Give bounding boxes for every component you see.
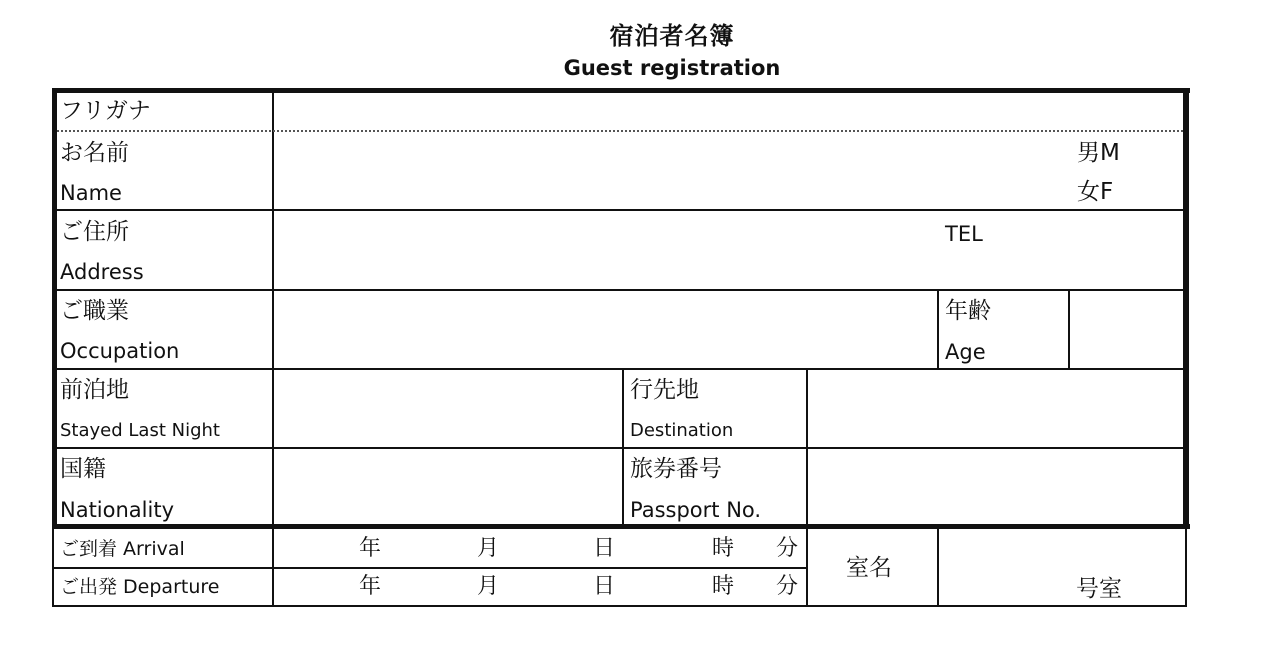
nationality-label-en: Nationality (60, 498, 175, 522)
age-field[interactable] (1071, 291, 1182, 367)
occupation-label-jp: ご職業 (60, 298, 129, 324)
passport-label-jp: 旅券番号 (630, 456, 722, 482)
address-label-jp: ご住所 (60, 219, 129, 245)
room-suffix: 号室 (1076, 576, 1122, 602)
nationality-field[interactable] (276, 449, 621, 523)
address-label-en: Address (60, 260, 144, 284)
arrival-month-unit: 月 (477, 536, 500, 561)
middle-label-divider-right (806, 369, 808, 607)
schedule-bottom-rule (52, 605, 1187, 607)
frame-left (52, 88, 57, 529)
departure-day-unit: 日 (593, 574, 616, 599)
label-column-divider (272, 93, 274, 607)
occupation-label-en: Occupation (60, 339, 180, 363)
frame-bottom (52, 524, 1190, 529)
last-night-label-jp: 前泊地 (60, 377, 129, 403)
arrival-year-unit: 年 (359, 536, 382, 561)
name-label-jp: お名前 (60, 140, 129, 166)
age-label-en: Age (945, 340, 986, 364)
departure-hour-unit: 時 (712, 574, 735, 599)
passport-label-en: Passport No. (630, 498, 762, 522)
name-field[interactable] (276, 132, 1066, 208)
room-label-divider (937, 529, 939, 607)
destination-field[interactable] (810, 370, 1182, 446)
age-value-divider (1068, 290, 1070, 369)
furigana-field[interactable] (276, 93, 1183, 129)
tel-label: TEL (945, 222, 983, 246)
departure-month-unit: 月 (477, 574, 500, 599)
arrival-hour-unit: 時 (712, 536, 735, 561)
room-number-field[interactable] (941, 531, 1071, 604)
departure-datetime-field[interactable] (276, 569, 804, 604)
address-field[interactable] (276, 211, 936, 288)
room-label: 室名 (846, 555, 892, 581)
destination-label-en: Destination (630, 420, 734, 441)
arrival-label: ご到着 Arrival (60, 538, 185, 560)
arrival-day-unit: 日 (593, 536, 616, 561)
nationality-label-jp: 国籍 (60, 456, 106, 482)
name-label-en: Name (60, 181, 122, 205)
last-night-field[interactable] (276, 370, 621, 446)
departure-year-unit: 年 (359, 574, 382, 599)
arrival-minute-unit: 分 (776, 536, 799, 561)
arrival-datetime-field[interactable] (276, 530, 804, 566)
passport-field[interactable] (810, 449, 1182, 523)
destination-label-jp: 行先地 (630, 377, 699, 403)
frame-right (1183, 88, 1189, 529)
form-subtitle: Guest registration (563, 56, 781, 80)
age-label-jp: 年齢 (945, 298, 991, 324)
last-night-label-en: Stayed Last Night (60, 420, 220, 441)
occupation-field[interactable] (276, 291, 936, 367)
gender-female-option[interactable]: 女F (1077, 179, 1114, 205)
tel-field[interactable] (995, 211, 1181, 288)
age-label-divider-left (937, 290, 939, 369)
furigana-label: フリガナ (60, 98, 151, 124)
schedule-right-border (1185, 529, 1187, 607)
middle-label-divider-left (622, 369, 624, 525)
gender-male-option[interactable]: 男M (1077, 140, 1120, 166)
departure-label: ご出発 Departure (60, 576, 220, 598)
form-title: 宿泊者名簿 (609, 22, 735, 50)
departure-minute-unit: 分 (776, 574, 799, 599)
